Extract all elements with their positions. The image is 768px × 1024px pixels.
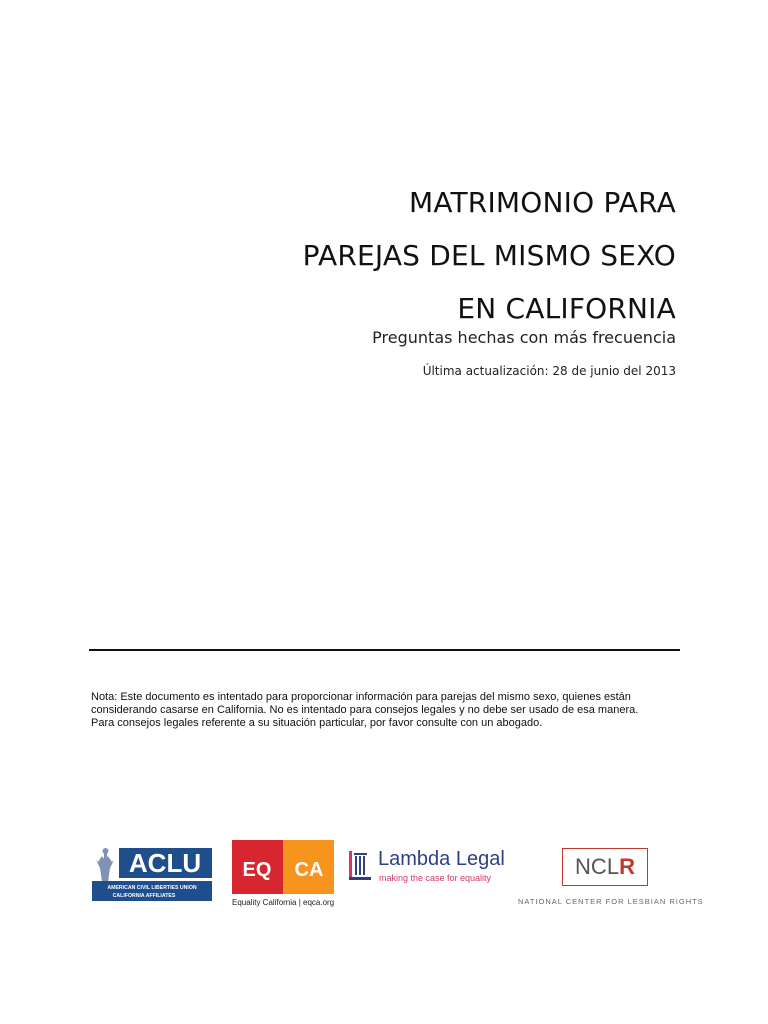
aclu-name: ACLU <box>128 848 202 878</box>
document-title <box>303 176 676 335</box>
horizontal-divider <box>89 649 680 651</box>
disclaimer-note <box>91 691 691 730</box>
nclr-wordmark <box>562 848 648 886</box>
eqca-caption: Equality California | eqca.org <box>232 898 335 907</box>
title-line-2: PAREJAS DEL MISMO SEXO <box>302 239 676 272</box>
partner-logos <box>90 838 704 918</box>
aclu-subtitle-1: AMERICAN CIVIL LIBERTIES UNION <box>107 885 197 891</box>
nclr-letters: NCL <box>575 854 620 879</box>
nclr-accent-letter: R <box>619 854 635 879</box>
note-line-2: considerando casarse en California. No es intentado para consejos legales y no debe ser usado de esa manera. <box>91 704 639 716</box>
lambda-legal-name: Lambda Legal <box>378 848 505 870</box>
lambda-column-icon <box>348 850 374 882</box>
eqca-logo <box>232 840 334 896</box>
title-line-3: EN CALIFORNIA <box>457 292 676 325</box>
nclr-logo <box>518 844 704 906</box>
aclu-subtitle-2: CALIFORNIA AFFILIATES <box>112 893 176 899</box>
title-line-1: MATRIMONIO PARA <box>408 186 676 219</box>
eqca-left-text: EQ <box>242 859 272 881</box>
document-subtitle: Preguntas hechas con más frecuencia <box>372 328 676 347</box>
aclu-logo <box>90 844 214 902</box>
nclr-caption: NATIONAL CENTER FOR LESBIAN RIGHTS <box>518 897 704 906</box>
note-line-3: Para consejos legales referente a su situación particular, por favor consulte con un abogado. <box>91 717 543 729</box>
last-updated-date: Última actualización: 28 de junio del 2013 <box>422 364 676 378</box>
lambda-legal-logo <box>348 846 523 886</box>
eqca-right-text: CA <box>294 859 324 881</box>
lambda-legal-tagline: making the case for equality <box>379 873 492 883</box>
note-line-1: Nota: Este documento es intentado para proporcionar información para parejas del mismo sexo, quienes están <box>91 691 631 703</box>
